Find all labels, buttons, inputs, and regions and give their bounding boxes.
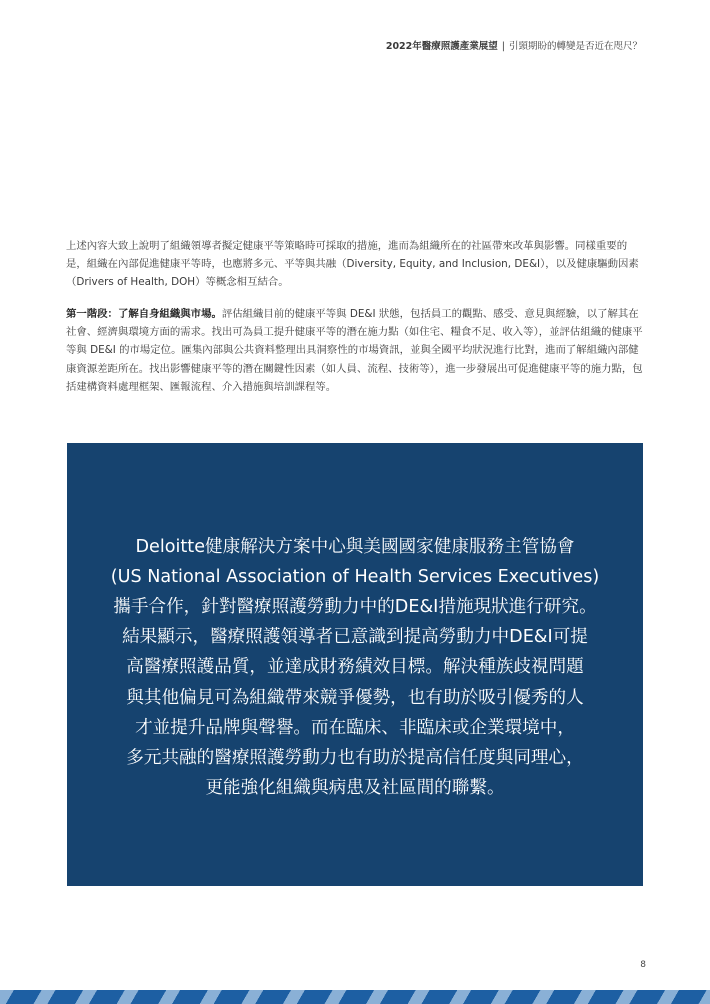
report-title: 2022年醫療照護產業展望 bbox=[385, 41, 498, 52]
callout-box bbox=[67, 443, 643, 886]
callout-text bbox=[111, 532, 600, 804]
callout-line: (US National Association of Health Services Executives) bbox=[110, 566, 600, 587]
report-subtitle: 引頸期盼的轉變是否近在咫尺？ bbox=[508, 41, 642, 52]
footer-stripe-decoration bbox=[0, 990, 710, 1004]
running-header bbox=[386, 38, 642, 52]
phase-one-paragraph bbox=[66, 305, 646, 396]
page-number: 8 bbox=[640, 960, 646, 970]
phase-one-heading: 第一階段：了解自身組織與市場。 bbox=[66, 308, 222, 320]
intro-paragraph-text: 上述內容大致上說明了組織領導者擬定健康平等策略時可採取的措施，進而為組織所在的社區帶來改革與影響。同樣重要的是，組織在內部促進健康平等時，也應將多元、平等與共融（Diversity, Equity, and Inclusion, DE&I），以及健康驅動因素（Drivers of Health, DOH）等概念相互結合。 bbox=[66, 240, 639, 289]
phase-one-text bbox=[66, 305, 646, 396]
callout-line: 才並提升品牌與聲譽。而在臨床、非臨床或企業環境中， bbox=[135, 717, 575, 738]
callout-line: Deloitte健康解決方案中心與美國國家健康服務主管協會 bbox=[135, 536, 575, 557]
intro-paragraph bbox=[66, 237, 646, 292]
phase-one-body: 評估組織目前的健康平等與 DE&I 狀態，包括員工的觀點、感受、意見與經驗，以了解其在社會、經濟與環境方面的需求。找出可為員工提升健康平等的潛在施力點（如住宅、糧食不足、收入等），並評估組織的健康平等與 DE&I 的市場定位。匯集內部與公共資料整理出具洞察性的市場資訊，並與全國平均狀況進行比對，進而了解組織內部健康資源差距所在。找出影響健康平等的潛在關鍵性因素（如人員、流程、技術等），進一步發展出可促進健康平等的施力點，包括建構資料處理框架、匯報流程、介入措施與培訓課程等。 bbox=[66, 308, 643, 393]
callout-line: 結果顯示，醫療照護領導者已意識到提高勞動力中DE&I可提 bbox=[122, 627, 588, 648]
callout-line: 與其他偏見可為組織帶來競爭優勢，也有助於吸引優秀的人 bbox=[126, 687, 584, 708]
callout-line: 更能強化組織與病患及社區間的聯繫。 bbox=[205, 778, 505, 799]
callout-line: 攜手合作，針對醫療照護勞動力中的DE&I措施現狀進行研究。 bbox=[113, 596, 597, 617]
callout-line: 高醫療照護品質，並達成財務績效目標。解決種族歧視問題 bbox=[126, 657, 584, 678]
header-separator: | bbox=[501, 41, 505, 52]
callout-line: 多元共融的醫療照護勞動力也有助於提高信任度與同理心， bbox=[126, 748, 584, 768]
